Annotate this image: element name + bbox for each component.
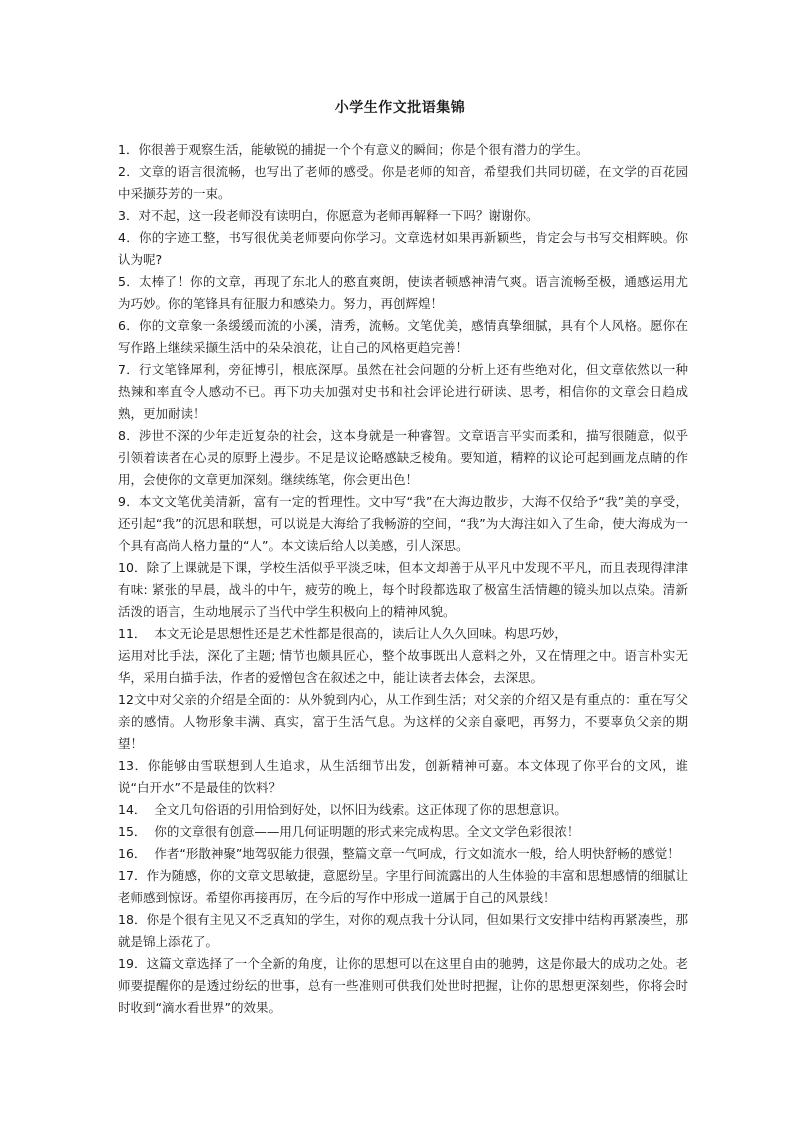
comment-paragraph-13: 13．你能够由雪联想到人生追求，从生活细节出发，创新精神可嘉。本文体现了你平台的文风，谁说“白开水”不是最佳的饮料？: [118, 758, 688, 795]
comment-paragraph-18: 18．你是个很有主见又不乏真知的学生，对你的观点我十分认同，但如果行文安排中结构再紧凑些，那就是锦上添花了。: [118, 912, 688, 949]
comment-paragraph-12: 12文中对父亲的介绍是全面的：从外貌到内心，从工作到生活；对父亲的介绍又是有重点的：重在写父亲的感情。人物形象丰满、真实，富于生活气息。为这样的父亲自豪吧，再努力，不要辜负父亲的期望！: [118, 692, 688, 751]
comment-paragraph-1: 1．你很善于观察生活，能敏锐的捕捉一个个有意义的瞬间；你是个很有潜力的学生。: [118, 142, 589, 157]
comment-paragraph-8: 8．涉世不深的少年走近复杂的社会，这本身就是一种睿智。文章语言平实而柔和，描写很随意，似乎引领着读者在心灵的原野上漫步。不足是议论略感缺乏棱角。要知道，精粹的议论可起到画龙点睛的作用，会使你的文章更加深刻。继续练笔，你会更出色！: [118, 428, 688, 487]
comment-paragraph-19: 19．这篇文章选择了一个全新的角度，让你的思想可以在这里自由的驰骋，这是你最大的成功之处。老师要提醒你的是透过纷纭的世事，总有一些准则可供我们处世时把握，让你的思想更深刻些，你将会时时收到“滴水看世界”的效果。: [118, 956, 688, 1015]
comment-paragraph-7: 7．行文笔锋犀利，旁征博引，根底深厚。虽然在社会问题的分析上还有些绝对化，但文章依然以一种热辣和率直令人感动不已。再下功夫加强对史书和社会评论进行研读、思考，相信你的文章会日趋成熟，更加耐读！: [118, 362, 688, 421]
comment-paragraph-3: 3．对不起，这一段老师没有读明白，你愿意为老师再解释一下吗？谢谢你。: [118, 208, 539, 223]
comment-paragraph-11: 11． 本文无论是思想性还是艺术性都是很高的，读后让人久久回味。构思巧妙， 运用对比手法，深化了主题; 情节也颇具匠心，整个故事既出人意料之外，又在情理之中。语言朴实无华，采用白描手法，作者的爱憎包含在叙述之中，能让读者去体会，去深思。: [118, 626, 688, 685]
comment-paragraph-17: 17．作为随感，你的文章文思敏捷，意愿纷呈。字里行间流露出的人生体验的丰富和思想感情的细腻让老师感到惊讶。希望你再接再厉，在今后的写作中形成一道属于自己的风景线！: [118, 868, 688, 905]
document-title: 小学生作文批语集锦: [334, 100, 466, 116]
comment-paragraph-16: 16． 作者“形散神聚”地驾驭能力很强，整篇文章一气呵成，行文如流水一般，给人明快舒畅的感觉！: [118, 846, 680, 861]
comment-paragraph-10: 10．除了上课就是下课，学校生活似乎平淡乏味，但本文却善于从平凡中发现不平凡，而且表现得津津有味: 紧张的早晨，战斗的中午，疲劳的晚上，每个时段都选取了极富生活情趣的镜头加以点染。清新活泼的语言，生动地展示了当代中学生积极向上的精神风貌。: [118, 560, 688, 619]
document-body: [118, 139, 688, 1019]
comment-paragraph-4: 4．你的字迹工整，书写很优美老师要向你学习。文章选材如果再新颖些，肯定会与书写交相辉映。你认为呢?: [118, 230, 688, 267]
comment-paragraph-5: 5．太棒了！你的文章，再现了东北人的憨直爽朗，使读者顿感神清气爽。语言流畅至极，通感运用尤为巧妙。你的笔锋具有征服力和感染力。努力，再创辉煌！: [118, 274, 688, 311]
comment-paragraph-14: 14． 全文几句俗语的引用恰到好处，以怀旧为线索。这正体现了你的思想意识。: [118, 802, 567, 817]
comment-paragraph-15: 15． 你的文章很有创意——用几何证明题的形式来完成构思。全文文学色彩很浓！: [118, 824, 580, 839]
comment-paragraph-9: 9．本文文笔优美清新，富有一定的哲理性。文中写“我”在大海边散步，大海不仅给予“我”美的享受，还引起“我”的沉思和联想，可以说是大海给了我畅游的空间，“我”为大海注如入了生命，使大海成为一个具有高尚人格力量的“人”。本文读后给人以美感，引人深思。: [118, 494, 688, 553]
comment-paragraph-6: 6．你的文章象一条缓缓而流的小溪，清秀，流畅。文笔优美，感情真挚细腻，具有个人风格。愿你在写作路上继续采撷生活中的朵朵浪花，让自己的风格更趋完善！: [118, 318, 688, 355]
comment-paragraph-2: 2．文章的语言很流畅，也写出了老师的感受。你是老师的知音，希望我们共同切磋，在文学的百花园中采撷芬芳的一束。: [118, 164, 688, 201]
